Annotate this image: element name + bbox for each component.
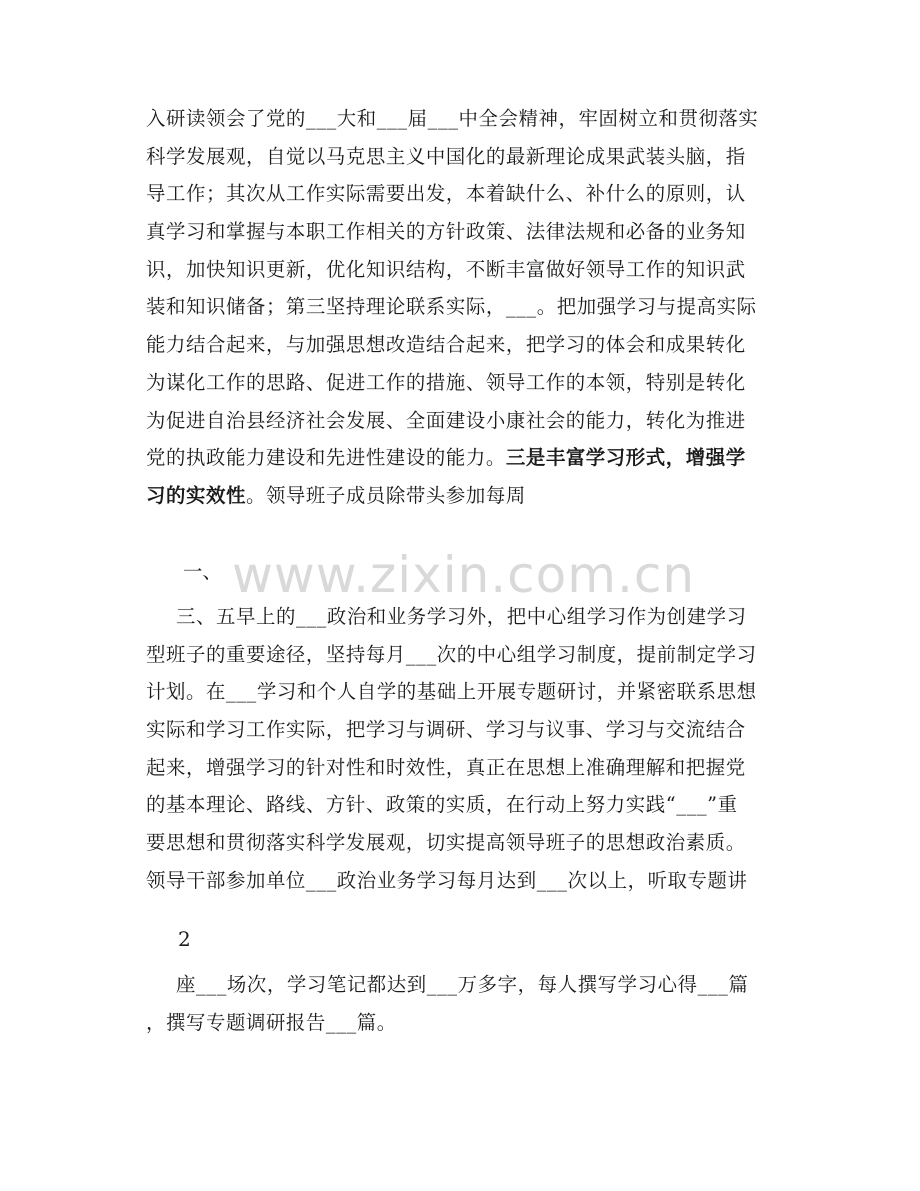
text-line: 型班子的重要途径，坚持每月___次的中心组学习制度，提前制定学习 <box>146 642 757 666</box>
text-line: 真学习和掌握与本职工作相关的方针政策、法律法规和必备的业务知 <box>146 220 746 244</box>
text-line: 计划。在___学习和个人自学的基础上开展专题研讨，并紧密联系思想 <box>146 680 757 704</box>
plain-text: 党的执政能力建设和先进性建设的能力。 <box>146 446 506 470</box>
plain-text: 。领导班子成员除带头参加每周 <box>245 483 526 507</box>
text-line <box>146 439 786 477</box>
text-line: 入研读领会了党的___大和___届___中全会精神，牢固树立和贯彻落实 <box>146 107 759 130</box>
bold-emphasis-text: 三是丰富学习形式，增强学 <box>505 446 746 470</box>
text-line: 的基本理论、路线、方针、政策的实质，在行动上努力实践“___”重 <box>146 793 738 817</box>
text-line: 为谋化工作的思路、促进工作的措施、领导工作的本领，特别是转化 <box>146 370 746 394</box>
paragraph-2 <box>146 598 786 900</box>
paragraph-3 <box>146 966 786 1041</box>
text-line: 领导干部参加单位___政治业务学习每月达到___次以上，听取专题讲 <box>146 868 748 892</box>
text-line: 识，加快知识更新，优化知识结构，不断丰富做好领导工作的知识武 <box>146 257 746 281</box>
watermark: www.zixin.com.cn <box>232 546 696 604</box>
text-line <box>146 477 786 515</box>
section-heading: 一、 <box>183 560 222 583</box>
page-number: 2 <box>178 927 191 951</box>
text-line: 要思想和贯彻落实科学发展观，切实提高领导班子的思想政治素质。 <box>146 831 746 855</box>
bold-emphasis-text: 习的实效性 <box>146 483 246 507</box>
text-line: 起来，增强学习的针对性和时效性，真正在思想上准确理解和把握党 <box>146 755 746 779</box>
text-line: 实际和学习工作实际，把学习与调研、学习与议事、学习与交流结合 <box>146 718 746 742</box>
text-line: 装和知识储备；第三坚持理论联系实际，___。把加强学习与提高实际 <box>146 295 757 319</box>
text-line: 座___场次，学习笔记都达到___万多字，每人撰写学习心得___篇 <box>176 973 749 996</box>
text-line: 三、五早上的___政治和业务学习外，把中心组学习作为创建学习 <box>176 605 747 628</box>
text-line: ，撰写专题调研报告___篇。 <box>146 1010 397 1034</box>
text-line: 能力结合起来，与加强思想改造结合起来，把学习的体会和成果转化 <box>146 333 746 357</box>
text-line: 科学发展观，自觉以马克思主义中国化的最新理论成果武装头脑，指 <box>146 144 746 168</box>
paragraph-1 <box>146 100 786 515</box>
text-line: 导工作；其次从工作实际需要出发，本着缺什么、补什么的原则，认 <box>146 182 746 206</box>
text-line: 为促进自治县经济社会发展、全面建设小康社会的能力，转化为推进 <box>146 408 746 432</box>
